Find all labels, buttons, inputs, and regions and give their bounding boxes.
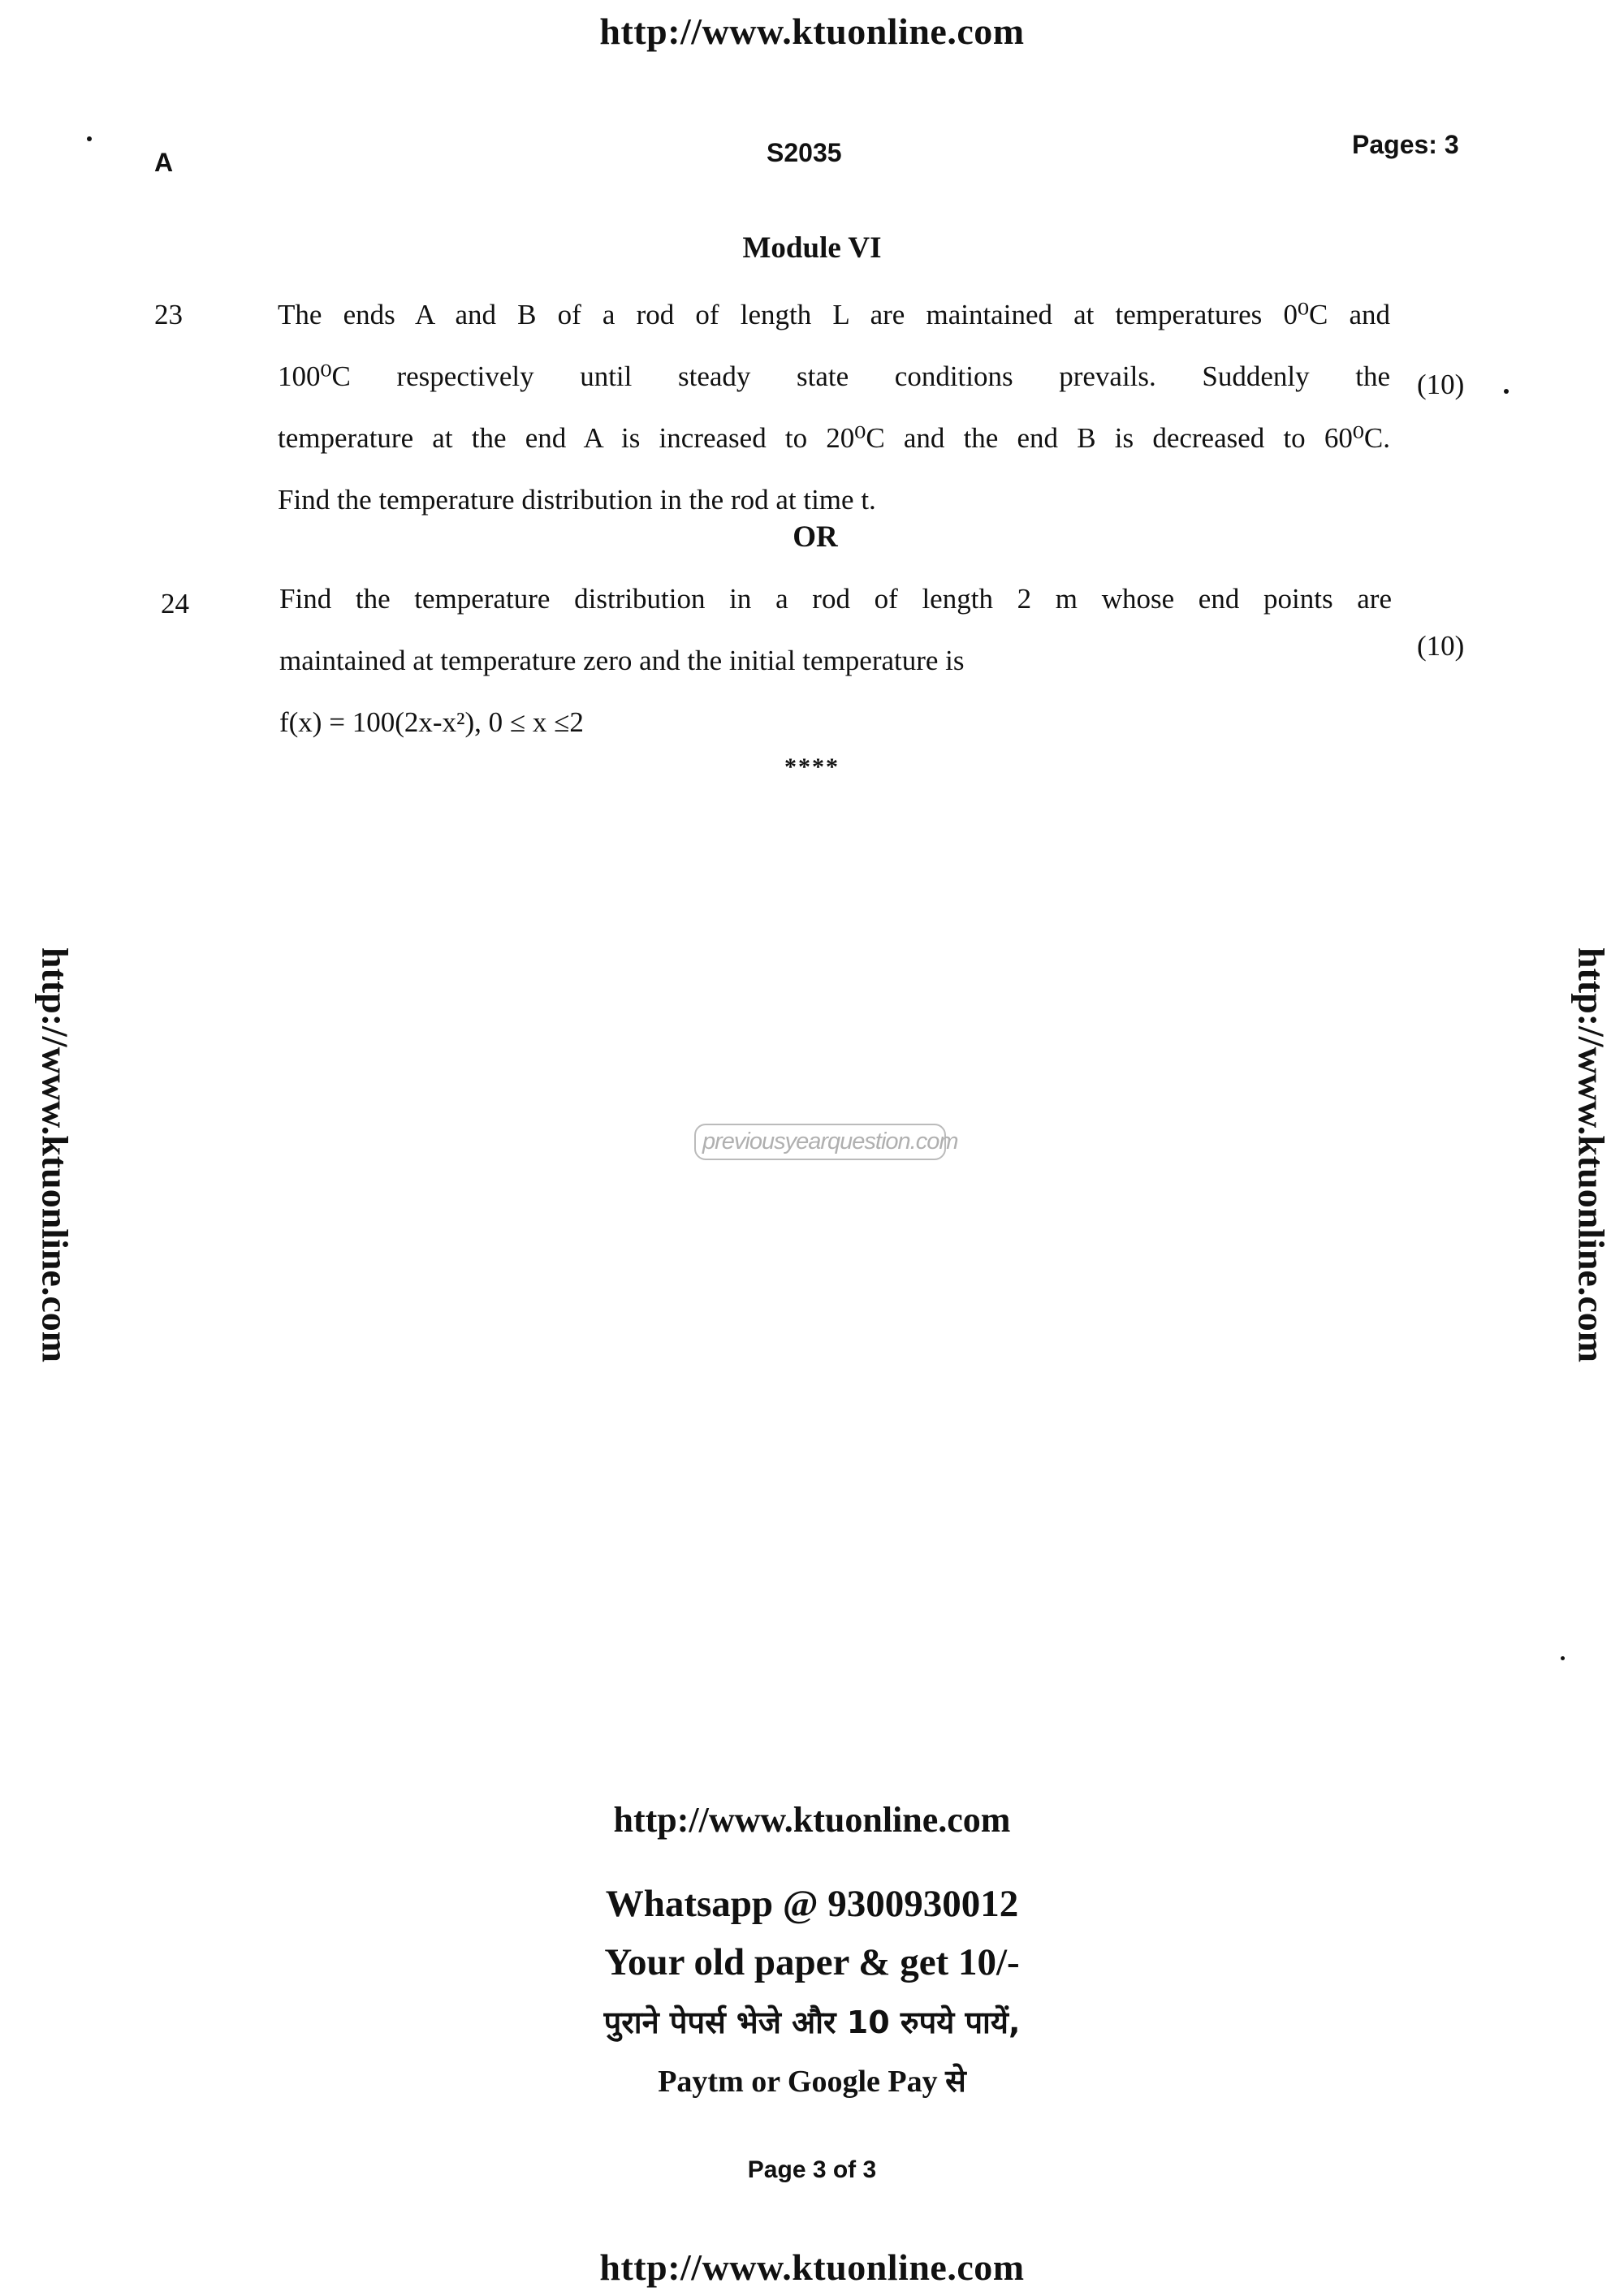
scan-speck [87, 136, 92, 141]
module-title: Module VI [742, 231, 882, 265]
q23-line-3: temperature at the end A is increased to 20⁰C and the end B is decreased to 60⁰C. [278, 422, 1390, 454]
q23-line-2: 100⁰C respectively until steady state conditions prevails. Suddenly the [278, 360, 1390, 392]
q24-line-3: f(x) = 100(2x-x²), 0 ≤ x ≤2 [279, 706, 584, 738]
promo-hindi: पुराने पेपर्स भेजे और 10 रुपये पायें, [603, 2005, 1021, 2040]
q24-line-1: Find the temperature distribution in a rod of length 2 m whose end points are [279, 583, 1392, 615]
q23-line-4: Find the temperature distribution in the rod at time t. [278, 484, 876, 516]
question-23-text [278, 284, 1390, 531]
or-separator: OR [793, 520, 838, 554]
scan-speck [1561, 1656, 1565, 1660]
q24-line-2: maintained at temperature zero and the initial temperature is [279, 645, 965, 676]
set-label: A [154, 148, 174, 177]
page-count: Pages: 3 [1352, 130, 1459, 159]
right-side-url: http://www.ktuonline.com [1570, 947, 1613, 1363]
end-marker: **** [784, 753, 840, 780]
question-23-marks: (10) [1417, 369, 1465, 400]
paper-code: S2035 [767, 138, 842, 167]
question-24-marks: (10) [1417, 630, 1465, 662]
top-site-url: http://www.ktuonline.com [599, 11, 1025, 52]
question-24-number: 24 [161, 588, 189, 619]
promo-offer: Your old paper & get 10/- [604, 1941, 1020, 1983]
promo-whatsapp: Whatsapp @ 9300930012 [605, 1883, 1019, 1925]
promo-payment: Paytm or Google Pay से [658, 2065, 966, 2099]
left-side-url: http://www.ktuonline.com [34, 947, 76, 1363]
promo-url: http://www.ktuonline.com [613, 1800, 1011, 1840]
page-number: Page 3 of 3 [747, 2156, 877, 2183]
question-24-text [279, 568, 1392, 753]
q23-line-1: The ends A and B of a rod of length L are maintained at temperatures 0⁰C and [278, 299, 1390, 330]
bottom-site-url: http://www.ktuonline.com [599, 2246, 1025, 2288]
scan-speck [1504, 389, 1509, 394]
watermark-badge: previousyearquestion.com [694, 1124, 946, 1160]
question-23-number: 23 [154, 299, 183, 330]
